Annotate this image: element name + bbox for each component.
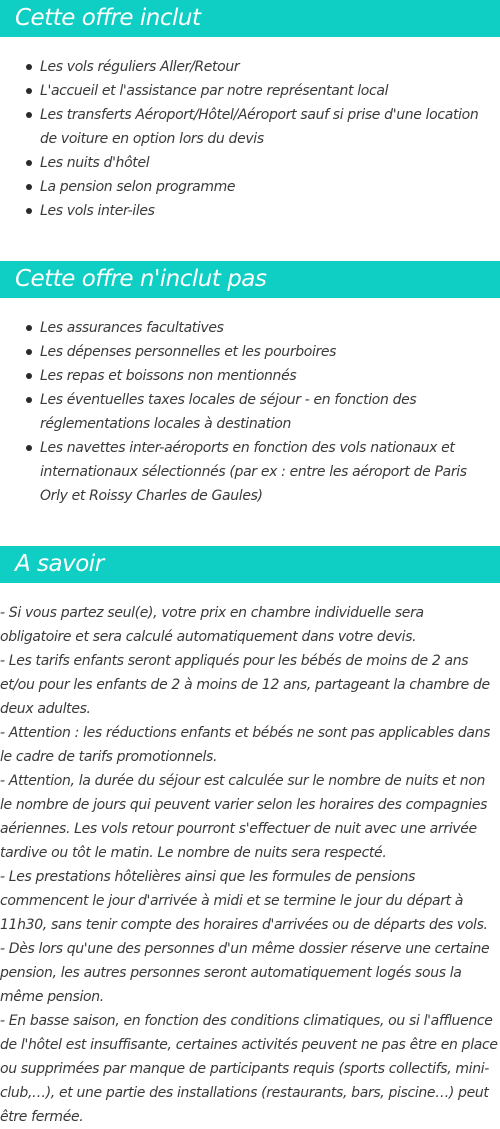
info-paragraph: - Attention, la durée du séjour est calculée sur le nombre de nuits et non le nombre de jours qui peuvent varier selon les horaires des compagnies aériennes. Les vols retour pourront s'effectuer de nuit avec une arrivée tardive ou tôt le matin. Le nombre de nuits sera respecté. <box>0 773 488 861</box>
list-item: Les vols inter-iles <box>40 199 500 223</box>
list-item: L'accueil et l'assistance par notre représentant local <box>40 79 500 103</box>
know-paragraphs <box>0 583 500 1129</box>
info-paragraph: - Si vous partez seul(e), votre prix en chambre individuelle sera obligatoire et sera calculé automatiquement dans votre devis. <box>0 605 424 645</box>
info-paragraph: - Dès lors qu'une des personnes d'un même dossier réserve une certaine pension, les autres personnes seront automatiquement logés sous la même pension. <box>0 941 490 1005</box>
info-paragraph: - Les prestations hôtelières ainsi que les formules de pensions commencent le jour d'arrivée à midi et se termine le jour du départ à 11h30, sans tenir compte des horaires d'arrivées ou de départs des vols. <box>0 869 488 933</box>
section-excludes <box>0 261 500 508</box>
list-item: Les transferts Aéroport/Hôtel/Aéroport sauf si prise d'une location de voiture en option lors du devis <box>40 103 500 151</box>
list-item: Les navettes inter-aéroports en fonction des vols nationaux et internationaux sélectionnés (par ex : entre les aéroport de Paris Orly et Roissy Charles de Gaules) <box>40 436 500 508</box>
section-includes <box>0 0 500 223</box>
know-header: A savoir <box>0 546 500 583</box>
list-item: La pension selon programme <box>40 175 500 199</box>
section-know <box>0 546 500 1129</box>
list-item: Les éventuelles taxes locales de séjour - en fonction des réglementations locales à destination <box>40 388 500 436</box>
info-paragraph: - En basse saison, en fonction des conditions climatiques, ou si l'affluence de l'hôtel est insuffisante, certaines activités peuvent ne pas être en place ou supprimées par manque de participants requis (sports collectifs, mini-club,…), et une partie des installations (restaurants, bars, piscine…) peut être fermée. <box>0 1013 498 1125</box>
list-item: Les assurances facultatives <box>40 316 500 340</box>
info-paragraph: - Les tarifs enfants seront appliqués pour les bébés de moins de 2 ans et/ou pour les enfants de 2 à moins de 12 ans, partageant la chambre de deux adultes. <box>0 653 490 717</box>
excludes-header: Cette offre n'inclut pas <box>0 261 500 298</box>
list-item: Les vols réguliers Aller/Retour <box>40 55 500 79</box>
list-item: Les dépenses personnelles et les pourboires <box>40 340 500 364</box>
list-item: Les repas et boissons non mentionnés <box>40 364 500 388</box>
includes-header: Cette offre inclut <box>0 0 500 37</box>
list-item: Les nuits d'hôtel <box>40 151 500 175</box>
includes-list <box>0 37 500 223</box>
info-paragraph: - Attention : les réductions enfants et bébés ne sont pas applicables dans le cadre de tarifs promotionnels. <box>0 725 491 765</box>
excludes-list <box>0 298 500 508</box>
